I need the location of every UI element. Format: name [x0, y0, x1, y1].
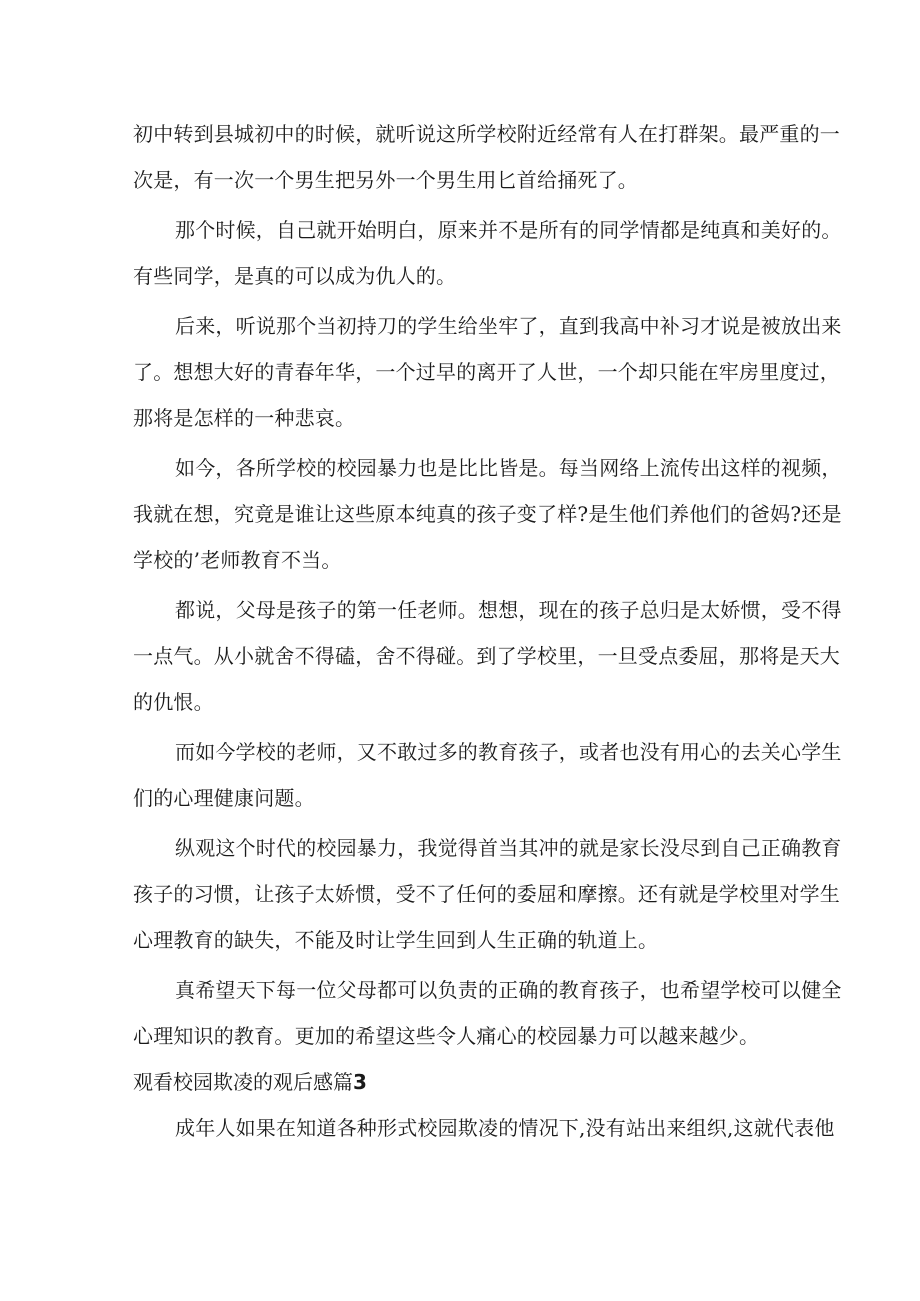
text-line: 后来，听说那个当初持刀的学生给坐牢了，直到我高中补习才说是被放出来	[175, 314, 842, 338]
section-heading-text: 观看校园欺凌的观后感篇	[133, 1070, 353, 1094]
text-line: 真希望天下每一位父母都可以负责的正确的教育孩子，也希望学校可以健全	[175, 978, 842, 1002]
text-line: 那将是怎样的一种悲哀。	[133, 406, 356, 430]
text-line: 而如今学校的老师，又不敢过多的教育孩子，或者也没有用心的去关心学生	[175, 740, 842, 764]
text-line: 我就在想，究竟是谁让这些原本纯真的孩子变了样?是生他们养他们的爸妈?还是	[133, 502, 842, 526]
text-line: 成年人如果在知道各种形式校园欺凌的情况下,没有站出来组织,这就代表他	[175, 1116, 835, 1140]
text-line: 的仇恨。	[133, 690, 214, 714]
text-line: 了。想想大好的青春年华，一个过早的离开了人世，一个却只能在牢房里度过，	[133, 360, 840, 384]
section-heading	[133, 1068, 367, 1096]
text-line: 学校的’老师教育不当。	[133, 548, 342, 572]
text-line: 初中转到县城初中的时候，就听说这所学校附近经常有人在打群架。最严重的一	[133, 122, 840, 146]
text-line: 有些同学，是真的可以成为仇人的。	[133, 264, 457, 288]
text-line: 纵观这个时代的校园暴力，我觉得首当其冲的就是家长没尽到自己正确教育	[175, 836, 842, 860]
text-line: 孩子的习惯，让孩子太娇惯，受不了任何的委屈和摩擦。还有就是学校里对学生	[133, 882, 840, 906]
text-line: 如今，各所学校的校园暴力也是比比皆是。每当网络上流传出这样的视频，	[175, 456, 842, 480]
text-line: 次是，有一次一个男生把另外一个男生用匕首给捅死了。	[133, 168, 638, 192]
text-line: 一点气。从小就舍不得磕，舍不得碰。到了学校里，一旦受点委屈，那将是天大	[133, 644, 840, 668]
text-line: 那个时候，自己就开始明白，原来并不是所有的同学情都是纯真和美好的。	[175, 218, 842, 242]
section-heading-number: 3	[353, 1070, 367, 1094]
text-line: 心理教育的缺失，不能及时让学生回到人生正确的轨道上。	[133, 928, 659, 952]
text-line: 都说，父母是孩子的第一任老师。想想，现在的孩子总归是太娇惯，受不得	[175, 598, 842, 622]
text-line: 们的心理健康问题。	[133, 786, 315, 810]
text-line: 心理知识的教育。更加的希望这些令人痛心的校园暴力可以越来越少。	[133, 1024, 760, 1048]
